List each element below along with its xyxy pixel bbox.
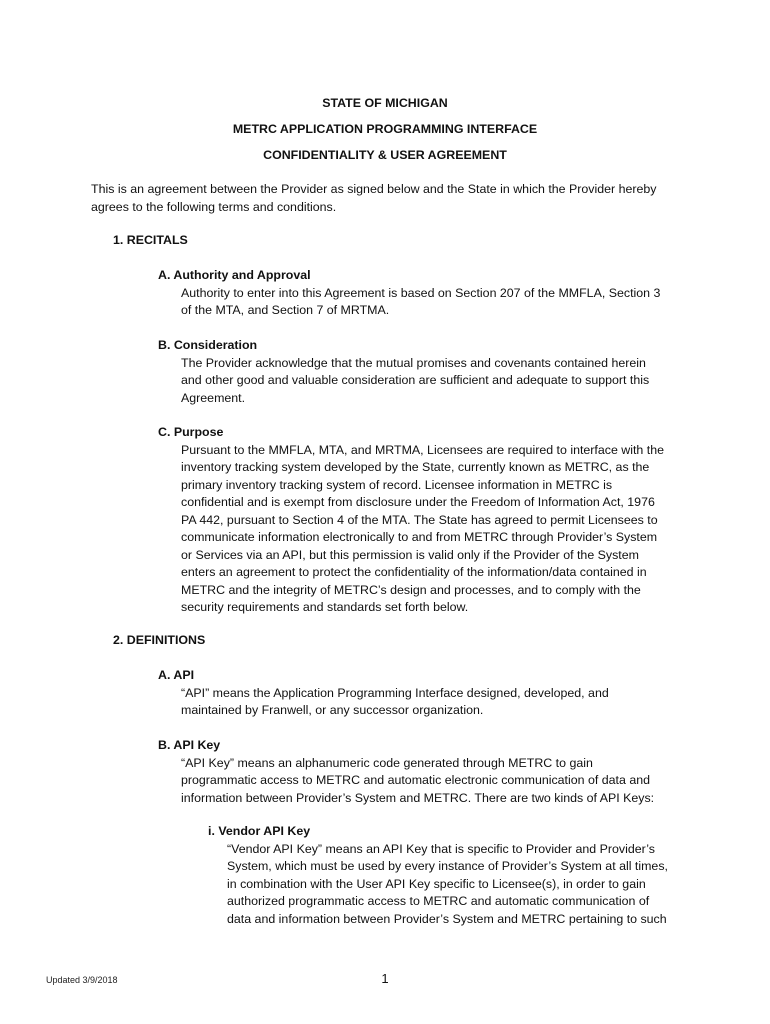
text-line: primary inventory tracking system of record. Licensee information in METRC is [181,477,613,492]
subsection-vendor-api-key [208,823,668,928]
subsection-authority [158,267,660,320]
text-line: data and information between Provider’s System and METRC pertaining to such [227,911,667,926]
header-state: STATE OF MICHIGAN [322,96,448,110]
subsection-title: C. Purpose [158,425,224,439]
subsection-body [158,755,654,808]
text-line: or Services via an API, but this permission is valid only if the Provider of the System [181,547,639,562]
text-line: agrees to the following terms and conditions. [91,199,337,214]
text-line: Authority to enter into this Agreement is based on Section 207 of the MMFLA, Section 3 [181,285,661,300]
page-number: 1 [381,971,389,986]
text-line: “API Key” means an alphanumeric code generated through METRC to gain [181,755,593,770]
subsection-body [208,841,668,929]
intro-paragraph [91,181,656,216]
text-line: programmatic access to METRC and automatic electronic communication of data and [181,773,650,787]
text-line: “Vendor API Key” means an API Key that is specific to Provider and Provider’s [227,841,655,856]
text-line: System, which must be used by every instance of Provider’s System at all times, [227,859,668,873]
section-heading-recitals: 1. RECITALS [113,233,188,247]
text-line: METRC and the integrity of METRC’s design and processes, and to comply with the [181,582,641,597]
text-line: maintained by Franwell, or any successor organization. [181,703,484,717]
text-line: of the MTA, and Section 7 of MRTMA. [181,303,390,317]
section-heading-definitions: 2. DEFINITIONS [113,633,206,647]
text-line: enters an agreement to protect the confidentiality of the information/data contained in [181,565,647,579]
subsection-title: A. API [158,668,195,682]
text-line: PA 442, pursuant to Section 4 of the MTA. The State has agreed to permit Licensees to [181,512,658,527]
subsection-title: B. API Key [158,738,221,752]
text-line: The Provider acknowledge that the mutual promises and covenants contained herein [181,355,646,370]
text-line: Agreement. [181,390,246,405]
text-line: confidential and is exempt from disclosure under the Freedom of Information Act, 1976 [181,495,655,509]
subsection-consideration [158,337,649,407]
text-line: and other good and valuable consideration are sufficient and adequate to support this [181,373,650,387]
subsection-body [158,685,609,720]
text-line: This is an agreement between the Provider as signed below and the State in which the Provider hereby [91,182,657,196]
subsection-body [158,355,649,408]
subsection-title: i. Vendor API Key [208,824,311,838]
text-line: Pursuant to the MMFLA, MTA, and MRTMA, Licensees are required to interface with the [181,442,664,457]
subsection-title: A. Authority and Approval [158,268,311,282]
text-line: security requirements and standards set forth below. [181,600,469,614]
text-line: “API” means the Application Programming Interface designed, developed, and [181,685,609,700]
subsection-api [158,667,609,720]
subsection-title: B. Consideration [158,338,258,352]
footer-updated-date: Updated 3/9/2018 [46,975,118,985]
subsection-body [158,285,660,320]
text-line: authorized programmatic access to METRC and automatic communication of [227,894,650,908]
header-subtitle: CONFIDENTIALITY & USER AGREEMENT [263,148,507,162]
text-line: in combination with the User API Key specific to Licensee(s), in order to gain [227,876,646,891]
text-line: communicate information electronically to and from METRC through Provider’s System [181,530,658,544]
text-line: information between Provider’s System and METRC. There are two kinds of API Keys: [181,790,655,805]
subsection-purpose [158,424,664,617]
subsection-body [158,442,664,617]
subsection-api-key [158,737,654,807]
header-title: METRC APPLICATION PROGRAMMING INTERFACE [232,122,538,136]
text-line: inventory tracking system developed by the State, currently known as METRC, as the [181,460,650,474]
